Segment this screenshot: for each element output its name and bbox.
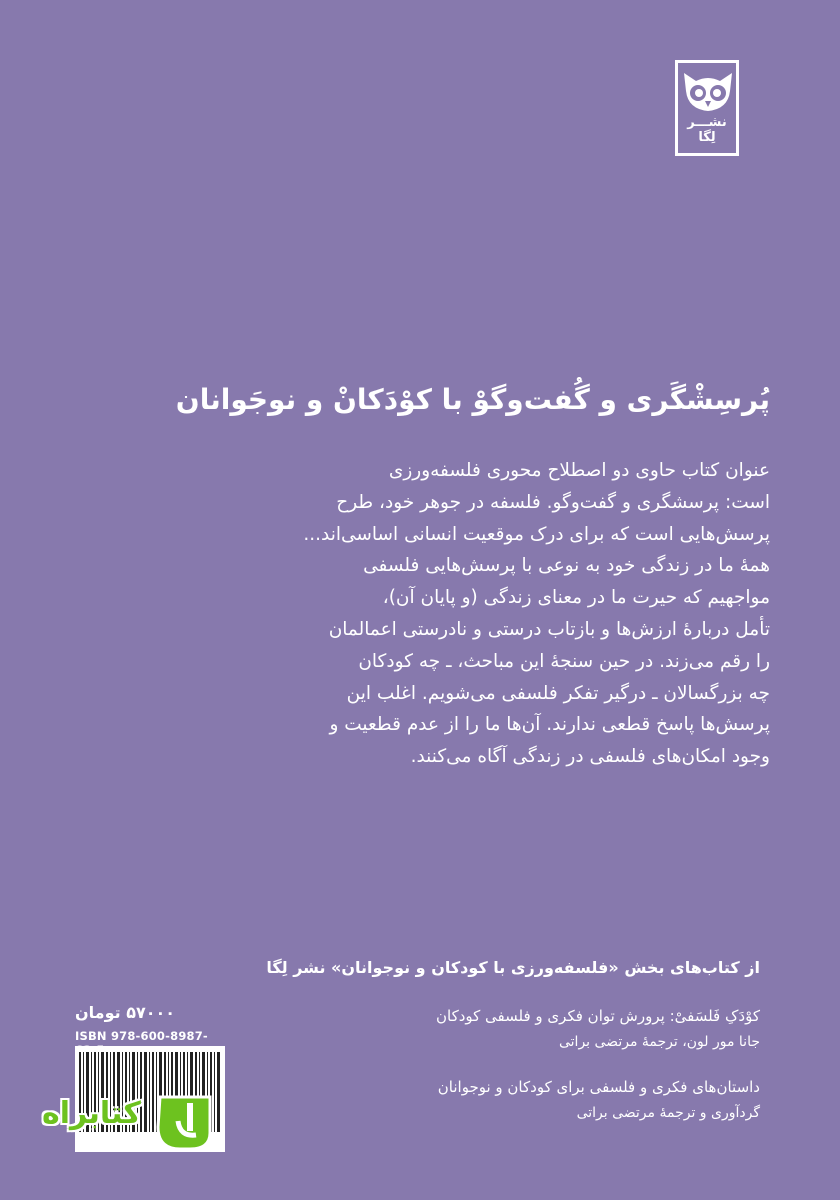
related-book-title: کوْدَکِ فَلسَفیْ: پرورش توان فکری و فلسفی کودکان xyxy=(435,1007,760,1025)
publisher-name: نشـــر لِگا xyxy=(687,115,727,145)
synopsis-line: پرسش‌هایی است که برای درک موقعیت انسانی اساسی‌اند... xyxy=(303,523,770,545)
price: ۵۷۰۰۰ تومان xyxy=(75,1003,176,1022)
related-book-author: جانا مور لون، ترجمهٔ مرتضی براتی xyxy=(558,1034,760,1050)
synopsis-line: وجود امکان‌های فلسفی در زندگی آگاه می‌کنند. xyxy=(410,746,770,768)
synopsis-line: مواجهیم که حیرت ما در معنای زندگی (و پایان آن)، xyxy=(382,587,770,609)
owl-icon xyxy=(682,71,734,115)
watermark-text: کتابراه xyxy=(42,1096,141,1131)
publisher-logo xyxy=(675,60,739,156)
related-book-author: گردآوری و ترجمهٔ مرتضی براتی xyxy=(576,1105,760,1121)
synopsis-line: است: پرسشگری و گفت‌وگو. فلسفه در جوهر خود، طرح xyxy=(336,491,770,513)
isbn: ISBN 978-600-8987- xyxy=(75,1029,208,1043)
synopsis-line: را رقم می‌زند. در حین سنجهٔ این مباحث، ـ چه کودکان xyxy=(358,650,770,672)
synopsis-line: تأمل دربارهٔ ارزش‌ها و بازتاب درستی و نادرستی اعمالمان xyxy=(328,618,770,640)
synopsis-line: همهٔ ما در زندگی خود به نوعی با پرسش‌هایی فلسفی xyxy=(363,555,770,577)
synopsis-line: چه بزرگسالان ـ درگیر تفکر فلسفی می‌شویم. اغلب این xyxy=(346,682,770,704)
related-book xyxy=(260,1074,760,1126)
series-heading: از کتاب‌های بخش «فلسفه‌ورزی با کودکان و نوجوانان» نشر لِگا xyxy=(266,958,760,977)
synopsis-line: پرسش‌ها پاسخ قطعی ندارند. آن‌ها ما را از عدم قطعیت و xyxy=(329,714,770,736)
book-title: پُرسِشْگَری و گُفت‌وگوْ با کوْدَکانْ و نوجَوانان xyxy=(175,383,770,416)
synopsis xyxy=(265,455,770,773)
related-book-title: داستان‌های فکری و فلسفی برای کودکان و نوجوانان xyxy=(437,1078,760,1096)
synopsis-line: عنوان کتاب حاوی دو اصطلاح محوری فلسفه‌ورزی xyxy=(388,460,770,481)
related-book xyxy=(260,1003,760,1055)
